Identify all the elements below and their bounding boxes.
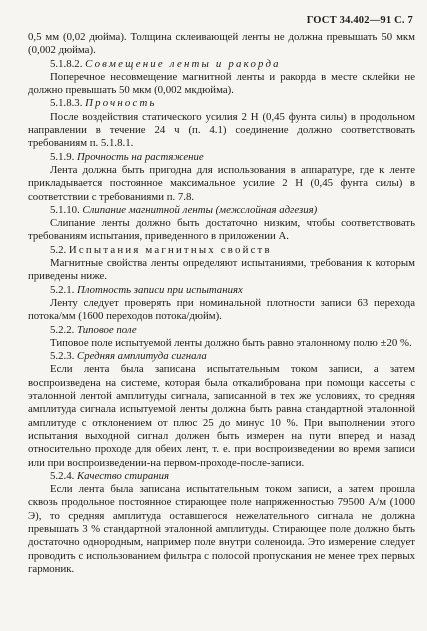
section-title: Прочность <box>85 97 157 110</box>
section-title: Слипание магнитной ленты (межслойная адгезия) <box>82 203 318 216</box>
section-number: 5.2.2. <box>50 323 77 336</box>
section-title: Плотность записи при испытаниях <box>77 283 243 296</box>
section-title: Совмещение ленты и ракорда <box>85 57 281 70</box>
paragraph: Поперечное несовмещение магнитной ленты и ракорда в месте склейки не должно превышать 50 мкм (0,002 мкдюйма). <box>28 70 415 97</box>
section-title: Качество стирания <box>77 469 170 482</box>
section-number: 5.2.3. <box>50 350 77 363</box>
paragraph: Ленту следует проверять при номинальной плотности записи 63 перехода потока/мм (1600 переходов потока/дюйм). <box>28 296 415 323</box>
section-heading-5-2-3 <box>28 350 415 363</box>
section-number: 5.1.9. <box>50 150 77 163</box>
section-heading-5-1-8-2 <box>28 58 415 71</box>
section-heading-5-2-2 <box>28 324 415 337</box>
section-number: 5.1.8.2. <box>50 57 86 70</box>
paragraph: Лента должна быть пригодна для использования в аппаратуре, где к ленте прикладывается постоянное максимальное усилие 2 Н (0,45 фунта силы) в соответствии с требованиями п. 7.8. <box>28 163 415 203</box>
document-body <box>28 31 415 576</box>
section-number: 5.2. <box>50 243 69 256</box>
paragraph: Если лента была записана испытательным током записи, а затем воспроизведена на системе, которая была откалибрована при помощи кассеты с эталонной лентой амплитуды сигнала, записанной в тех же условиях, то средняя амплитуда сигнала испытуемой ленты должна быть равна стандартной эталонной амплитуде с отклонением от плюс 25 до минус 10 %. При выполнении этого испытания выходной сигнал должен быть измерен на пути вперед и назад относительно проходе для обеих лент, т. е. при воспроизведении во время записи или при воспроизведении-на первом-проходе-после-записи. <box>28 363 415 469</box>
section-number: 5.1.8.3. <box>50 97 86 110</box>
section-heading-5-2 <box>28 244 415 257</box>
section-title: Испытания магнитных свойств <box>68 243 272 256</box>
paragraph-continuation: 0,5 мм (0,02 дюйма). Толщина склеивающей ленты не должна превышать 50 мкм (0,002 дюйма). <box>28 31 415 57</box>
paragraph: После воздействия статического усилия 2 Н (0,45 фунта силы) в продольном направлении в течение 24 ч (п. 4.1) соединение должно соответствовать требованиям п. 5.1.8.1. <box>28 110 415 150</box>
section-title: Средняя амплитуда сигнала <box>77 350 207 363</box>
paragraph: Магнитные свойства ленты определяют испытаниями, требования к которым приведены ниже. <box>28 257 415 283</box>
section-title: Типовое поле <box>77 323 137 336</box>
section-heading-5-1-8-3 <box>28 97 415 110</box>
paragraph: Типовое поле испытуемой ленты должно быть равно эталонному полю ±20 %. <box>50 336 412 349</box>
page-header: ГОСТ 34.402—91 С. 7 <box>306 15 413 26</box>
section-number: 5.1.10. <box>50 203 83 216</box>
section-number: 5.2.4. <box>50 469 77 482</box>
section-heading-5-1-9 <box>28 151 415 164</box>
paragraph: Если лента была записана испытательным током записи, а затем прошла сквозь продольное постоянное стирающее поле напряженностью 79500 А/м (1000 Э), то средняя амплитуда оставшегося нежелательного сигнала не должна превышать 3 % стандартной эталонной амплитуды. Стирающее поле должно быть достаточно однородным, например поле внутри соленоида. Это измерение следует проводить с использованием фильтра с полосой пропускания не менее трех первых гармоник. <box>28 483 415 575</box>
section-heading-5-2-4 <box>28 470 415 483</box>
section-number: 5.2.1. <box>50 283 77 296</box>
section-heading-5-1-10 <box>28 204 415 217</box>
section-heading-5-2-1 <box>28 284 415 297</box>
paragraph: Слипание ленты должно быть достаточно низким, чтобы соответствовать требованиям испытания, приведенного в приложении А. <box>28 217 415 243</box>
section-title: Прочность на растяжение <box>77 150 204 163</box>
